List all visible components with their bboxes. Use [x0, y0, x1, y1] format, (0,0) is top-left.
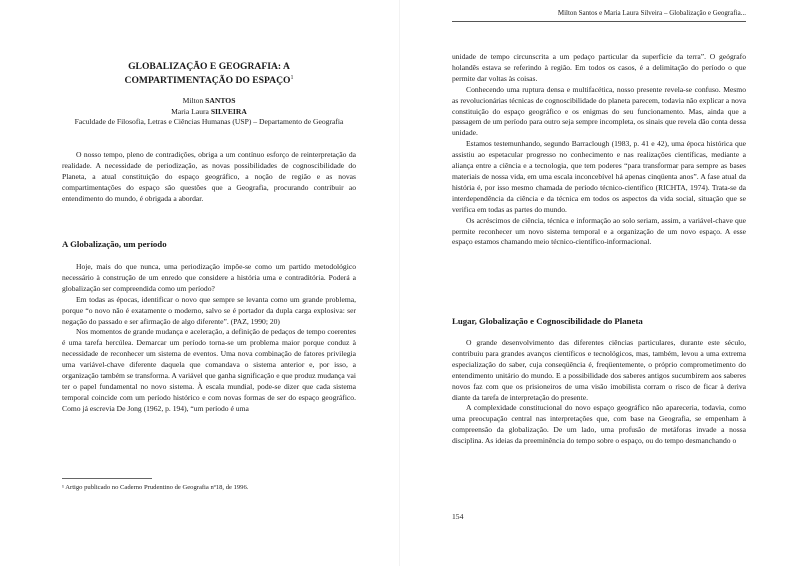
body-paragraph: unidade de tempo circunscrita a um pedaço particular da superfície da terra”. O geógrafo holandês estava se referindo à região. Em todos os casos, é a delimitação do período o que permite dar voltas às coisas. — [452, 52, 746, 83]
author-2-first: Maria Laura — [171, 106, 209, 116]
body-paragraph: Hoje, mais do que nunca, uma periodização impõe-se como um partido metodológico necessário à construção de um enredo que considere a história uma e contraditória. Poderá a globalização ser compreendida como um período? — [62, 262, 356, 293]
right-body-bottom — [452, 338, 746, 447]
left-body — [62, 262, 356, 415]
author-block — [62, 96, 356, 128]
author-2 — [62, 107, 356, 118]
author-1-last: SANTOS — [205, 96, 236, 105]
page-gutter — [399, 0, 400, 566]
body-paragraph: Em todas as épocas, identificar o novo que sempre se levanta como um grande problema, porque “o novo não é exatamente o moderno, salvo se é portador da dupla carga explosiva: ser negação do passado e ser afirmação de algo diferente”. (PAZ, 1990; 20) — [62, 294, 356, 326]
body-paragraph: Estamos testemunhando, segundo Barraclough (1983, p. 41 e 42), uma época histórica que assistiu ao espetacular progresso no conhecimento e nas realizações científicas, mediante a aliança entre a ciência e a tecnologia, que tem poderes “para transformar para sempre as bases materiais de nossa vida, em uma escala inconcebível há apenas cinqüenta anos”. A fase atual da história é, por isso mesmo chamada de período técnico-científico (RICHTA, 1974). Trata-se da interdependência da ciência e da técnica em todos os aspectos da vida social, situação que se verifica em todas as partes do mundo. — [452, 139, 746, 214]
body-paragraph: Os acréscimos de ciência, técnica e informação ao solo seriam, assim, a variável-chave que permite reconhecer um novo sistema temporal e a organização de um novo espaço. A esse espaço estamos chamando meio técnico-científico-informacional. — [452, 215, 746, 247]
title-line-2-text: COMPARTIMENTAÇÃO DO ESPAÇO — [124, 74, 291, 86]
body-paragraph: O grande desenvolvimento das diferentes ciências particulares, durante este século, contribuiu para grandes avanços científicos e tecnológicos, mas, também, levou a uma extrema especialização do saber, cuja conseqüência é, freqüentemente, o próprio comprometimento do entendimento unitário do mundo. E a possibilidade dos saberes antigos sucumbirem aos saberes novos faz com que os prisioneiros de uma visão imobilista corram o risco de ficar à deriva diante da tarefa de interpretação do presente. — [452, 338, 746, 402]
article-title — [62, 61, 356, 87]
body-paragraph: Nos momentos de grande mudança e aceleração, a definição de pedaços de tempo coerentes é uma tarefa hercúlea. Demarcar um período torna-se um problema maior porque conduz à necessidade de reconhecer um sistema de eventos. Uma nova combinação de fatores privilegia uma variável-chave diferente daquela que comandava o sistema anterior e, por isso, a organização também se transforma. A variável que ganha significação e que produz mudança vai ter o papel fundamental no novo sistema. À escala mundial, pode-se dizer que cada sistema temporal coincide com um período histórico e com novas formas de ser do espaço geográfico. Como já escrevia De Jong (1962, p. 194), “um período é uma — [62, 327, 356, 413]
body-paragraph: A complexidade constitucional do novo espaço geográfico não apareceria, todavia, como uma preocupação central nas interpretações que, com base na Geografia, se empenham à compreensão da globalização. De um lado, uma profusão de metáforas invade a nossa disciplina. As ideias da preeminência do tempo sobre o espaço, ou do tempo desmanchando o — [452, 403, 746, 446]
footnote-divider — [62, 478, 152, 479]
abstract-text: O nosso tempo, pleno de contradições, obriga a um contínuo esforço de reinterpretação da realidade. A necessidade de periodização, as novas possibilidades de cognoscibilidade do Planeta, a atual constituição do espaço geográfico, a noção de região e as novas compartimentações do espaço são questões que a Geografia, procurando contribuir ao entendimento do mundo, é obrigada a abordar. — [62, 150, 356, 203]
title-line-1: GLOBALIZAÇÃO E GEOGRAFIA: A — [128, 61, 290, 72]
author-1 — [62, 96, 356, 107]
page-number: 154 — [452, 512, 464, 521]
section-heading-lugar: Lugar, Globalização e Cognoscibilidade do Planeta — [452, 316, 643, 326]
author-2-last: SILVEIRA — [210, 106, 247, 116]
running-head-rule — [452, 21, 746, 22]
right-body-top — [452, 52, 746, 248]
footnote-reference[interactable]: 1 — [290, 74, 294, 81]
author-1-first: Milton — [182, 96, 204, 105]
body-paragraph: Conhecendo uma ruptura densa e multifacética, nosso presente revela-se confuso. Mesmo as revolucionárias técnicas de cognoscibilidade do planeta parecem, todavia não explicar a nova constituição do espaço geográfico e os enigmas do seu funcionamento. Mas, ainda que a passagem de um período para outro seja sempre incompleta, os sinais que revela dão conta dessa unidade. — [452, 84, 746, 138]
abstract-block — [62, 150, 356, 205]
title-line-2 — [62, 73, 356, 87]
running-head: Milton Santos e Maria Laura Silveira – Globalização e Geografia... — [557, 9, 746, 17]
section-heading-globalizacao: A Globalização, um período — [62, 239, 167, 249]
footnote: ¹ Artigo publicado no Caderno Prudentino de Geografia nº18, de 1996. — [62, 484, 249, 491]
affiliation: Faculdade de Filosofia, Letras e Ciências Humanas (USP) – Departamento de Geografia — [74, 117, 344, 127]
